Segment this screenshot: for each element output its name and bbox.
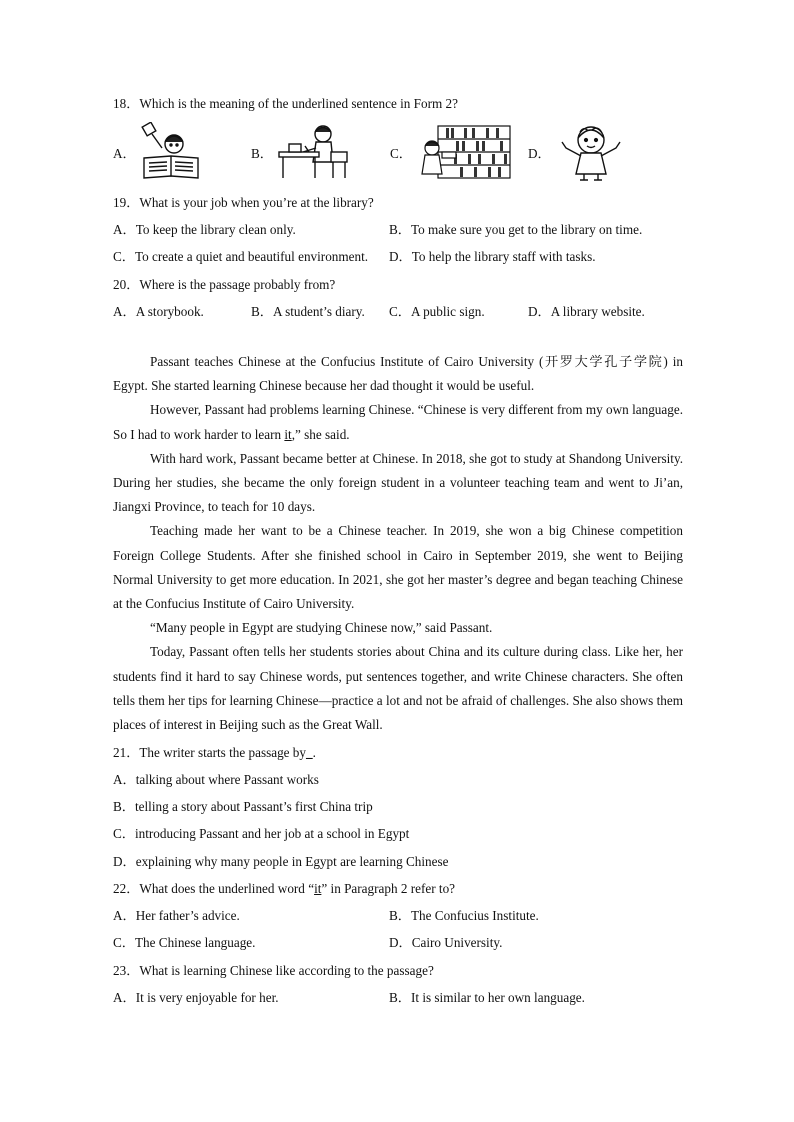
question-22-underlined-it: it (314, 881, 322, 896)
question-23-stem: 23．What is learning Chinese like according to the passage? (113, 963, 434, 978)
question-20-stem: 20．Where is the passage probably from? (113, 277, 336, 292)
underlined-word-it: it (284, 426, 292, 442)
question-22-stem-text-a: 22．What does the underlined word “ (113, 881, 315, 896)
passage-paragraph-1: Passant teaches Chinese at the Confucius Institute of Cairo University (开罗大学孔子学院) in Egypt. She started learning Chinese because her dad thought it would be useful. (113, 354, 683, 394)
q20-option-b: B．A student’s diary. (251, 304, 365, 319)
passage-paragraph-3: With hard work, Passant became better at Chinese. In 2018, she got to study at Shandong University. During her studies, she became the only foreign student in a volunteer teaching team and went to Ji’an, Jiangxi Province, to teach for 10 days. (113, 450, 683, 515)
question-21-stem (113, 745, 316, 761)
q21-option-d: D．explaining why many people in Egypt are learning Chinese (113, 854, 449, 869)
q20-option-c: C．A public sign. (389, 304, 485, 319)
passage-paragraph-2-text-b: ,” she said. (291, 426, 350, 442)
q18-option-d-label: D． (528, 146, 551, 161)
q23-option-a: A．It is very enjoyable for her. (113, 990, 279, 1005)
q21-option-b: B．telling a story about Passant’s first China trip (113, 799, 373, 814)
question-22-stem-text-b: ” in Paragraph 2 refer to? (321, 881, 456, 896)
reading-passage (113, 350, 683, 737)
q18-option-a-label: A． (113, 146, 136, 161)
question-19-stem: 19．What is your job when you’re at the library? (113, 195, 374, 210)
q18-option-b-label: B． (251, 146, 273, 161)
q21-option-c: C．introducing Passant and her job at a school in Egypt (113, 826, 410, 841)
q19-option-a: A．To keep the library clean only. (113, 222, 296, 237)
q23-option-b: B．It is similar to her own language. (389, 990, 585, 1005)
q22-option-d: D．Cairo University. (389, 935, 503, 950)
passage-paragraph-2 (113, 398, 683, 446)
question-21-blank: _ (306, 745, 313, 760)
q22-option-b: B．The Confucius Institute. (389, 908, 539, 923)
q19-option-c: C．To create a quiet and beautiful environment. (113, 249, 369, 264)
question-22-stem (113, 881, 455, 897)
q20-option-d: D．A library website. (528, 304, 645, 319)
q21-option-a: A．talking about where Passant works (113, 772, 319, 787)
q22-option-a: A．Her father’s advice. (113, 908, 240, 923)
passage-paragraph-6: Today, Passant often tells her students stories about China and its culture during class. Like her, her students find it hard to say Chinese words, put sentences together, and write Chinese characters. She often tells them her tips for learning Chinese—practice a lot and not be afraid of challenges. She also shows them places of interest in Beijing such as the Great Wall. (113, 644, 683, 733)
passage-paragraph-4: Teaching made her want to be a Chinese teacher. In 2019, she won a big Chinese competition Foreign College Students. After she finished school in Cairo in September 2019, she went to Beijing Normal University to get more education. In 2021, she got her master’s degree and began teaching Chinese at the Confucius Institute of Cairo University. (113, 523, 683, 612)
question-21-stem-text: 21．The writer starts the passage by (113, 745, 306, 760)
child-reading-book-icon (138, 122, 204, 182)
child-speaking-icon (554, 122, 628, 182)
question-21-stem-end: . (312, 745, 316, 760)
q18-option-c-label: C． (390, 146, 412, 161)
passage-paragraph-5: “Many people in Egypt are studying Chinese now,” said Passant. (150, 620, 493, 636)
question-18-stem: 18．Which is the meaning of the underlined sentence in Form 2? (113, 96, 458, 111)
q22-option-c: C．The Chinese language. (113, 935, 256, 950)
passage-paragraph-2-text-a: However, Passant had problems learning Chinese. “Chinese is very different from my own language. So I had to work harder to learn (113, 402, 683, 442)
q20-option-a: A．A storybook. (113, 304, 204, 319)
person-at-desk-icon (275, 122, 353, 182)
library-bookshelf-icon (416, 122, 514, 182)
q19-option-b: B．To make sure you get to the library on time. (389, 222, 643, 237)
q19-option-d: D．To help the library staff with tasks. (389, 249, 596, 264)
